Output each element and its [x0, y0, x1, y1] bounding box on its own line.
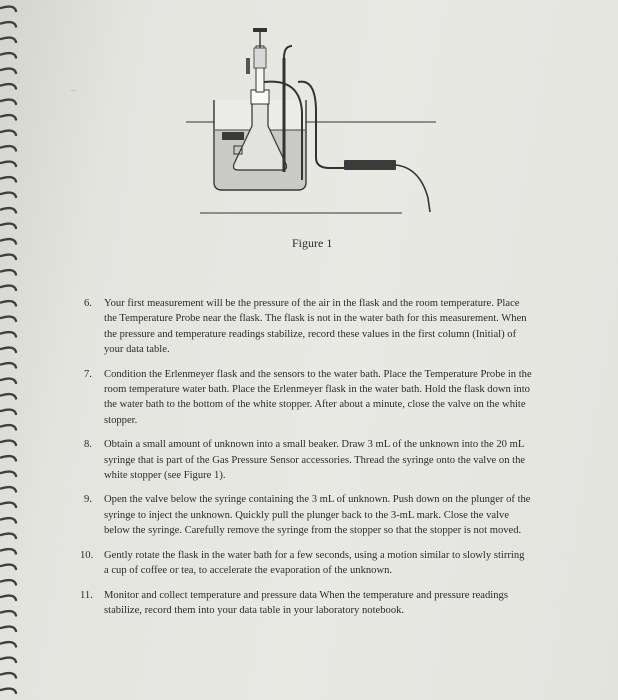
procedure-step [80, 548, 530, 579]
step-text: Gently rotate the flask in the water bath for a few seconds, using a motion similar to slowly stirring a cup of coffee or tea, to accelerate the evaporation of the unknown. [104, 549, 525, 577]
spiral-ring [1, 317, 16, 321]
procedure-step [84, 367, 534, 429]
spiral-ring [1, 658, 16, 662]
spiral-ring [1, 472, 16, 476]
spiral-ring [1, 146, 16, 150]
spiral-ring [1, 208, 16, 212]
spiral-binding [0, 0, 20, 700]
spiral-ring [1, 627, 16, 631]
step-text: Your first measurement will be the pressure of the air in the flask and the room temperature. Place the Temperature Probe near the flask. The flask is not in the water bath for this measurement. When the pressure and temperature readings stabilize, record these values in the first column (Initial) of your data table. [104, 298, 527, 356]
step-text: Monitor and collect temperature and pressure data When the temperature and pressure readings stabilize, record them into your data table in your laboratory notebook. [104, 589, 508, 616]
spiral-ring [1, 410, 16, 414]
figure-caption: Figure 1 [292, 236, 333, 250]
step-number: 7. [84, 368, 92, 380]
spiral-ring [1, 38, 16, 42]
spiral-ring [1, 332, 16, 336]
spiral-ring [1, 286, 16, 290]
apparatus-figure [180, 22, 450, 222]
spiral-ring [1, 534, 16, 538]
spiral-ring [1, 100, 16, 104]
step-number: 10. [80, 549, 94, 561]
spiral-ring [1, 441, 16, 445]
spiral-ring [1, 255, 16, 259]
procedure-step [84, 296, 534, 358]
spiral-ring [1, 348, 16, 352]
spiral-ring [1, 69, 16, 73]
spiral-ring [1, 115, 16, 119]
spiral-ring [1, 549, 16, 553]
step-number: 8. [84, 439, 92, 451]
spiral-ring [1, 596, 16, 600]
spiral-ring [1, 503, 16, 507]
spiral-ring [1, 379, 16, 383]
step-text: Obtain a small amount of unknown into a small beaker. Draw 3 mL of the unknown into the 20 mL syringe that is part of the Gas Pressure Sensor accessories. Thread the syringe onto the valve on the white stopper (see Figure 1). [104, 439, 526, 482]
procedure-step [84, 437, 534, 483]
spiral-ring [1, 301, 16, 305]
step-number: 6. [84, 298, 92, 309]
spiral-ring [1, 642, 16, 646]
spiral-ring [1, 565, 16, 569]
spiral-ring [1, 673, 16, 677]
step-number: 9. [84, 494, 92, 506]
spiral-ring [1, 518, 16, 522]
spiral-ring [1, 363, 16, 367]
pencil-mark: ~ [70, 86, 76, 97]
procedure-step [84, 492, 534, 538]
spiral-ring [1, 425, 16, 429]
step-text: Condition the Erlenmeyer flask and the sensors to the water bath. Place the Temperature Probe in the room temperature water bath. Place the Erlenmeyer flask in the water bath. Hold the flask down into the water bath to the bottom of the white stopper. After about a minute, close the valve on the white stopper. [104, 368, 532, 426]
step-text: Open the valve below the syringe containing the 3 mL of unknown. Push down on the plunger of the syringe to inject the unknown. Quickly pull the plunger back to the 3-mL mark. Close the valve below the syringe. Carefully remove the syringe from the stopper so that the stopper is not moved. [104, 494, 531, 537]
spiral-ring [1, 611, 16, 615]
spiral-ring [1, 22, 16, 26]
procedure-step [80, 588, 530, 619]
spiral-ring [1, 394, 16, 398]
spiral-ring [1, 689, 16, 693]
spiral-ring [1, 487, 16, 491]
spiral-ring [1, 162, 16, 166]
spiral-ring [1, 177, 16, 181]
spiral-ring [1, 456, 16, 460]
spiral-ring [1, 131, 16, 135]
spiral-ring [1, 580, 16, 584]
spiral-ring [1, 7, 16, 11]
spiral-ring [1, 53, 16, 57]
step-number: 11. [80, 589, 93, 601]
spiral-ring [1, 270, 16, 274]
spiral-ring [1, 193, 16, 197]
procedure-steps [80, 296, 534, 627]
spiral-ring [1, 239, 16, 243]
spiral-ring [1, 224, 16, 228]
spiral-ring [1, 84, 16, 88]
